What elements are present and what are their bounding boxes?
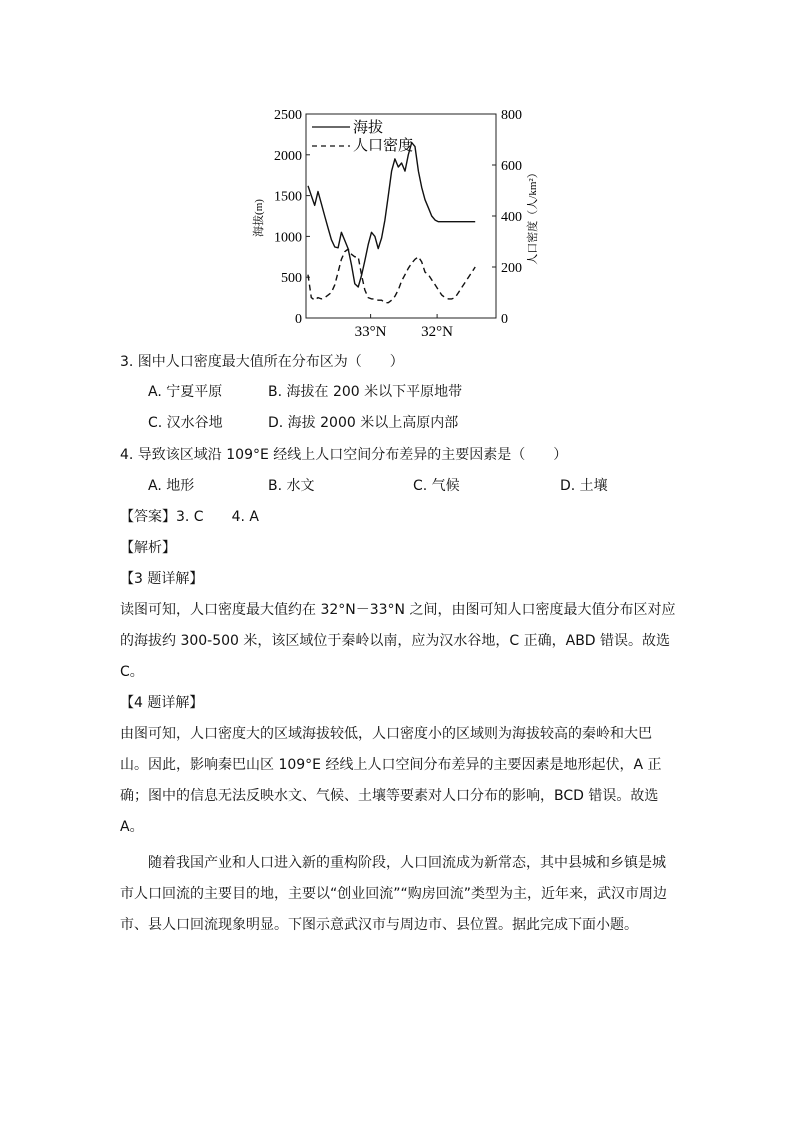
elevation-line (308, 143, 475, 287)
intro-line: 市人口回流的主要目的地，主要以“创业回流”“购房回流”类型为主，近年来，武汉市周边 (120, 886, 668, 902)
q3-stem: 3. 图中人口密度最大值所在分布区为（ ） (120, 354, 404, 370)
detail4-body (120, 719, 680, 843)
chart-svg (240, 100, 540, 340)
analysis-header: 【解析】 (120, 540, 176, 556)
detail3-line: 读图可知，人口密度最大值约在 32°N－33°N 之间，由图可知人口密度最大值分布区对应 (120, 602, 676, 618)
y-left-tick-label: 500 (281, 271, 302, 287)
q4-option-d: D. 土壤 (560, 478, 608, 494)
intro-line: 随着我国产业和人口进入新的重构阶段，人口回流成为新常态，其中县城和乡镇是城 (148, 855, 666, 871)
detail4-line: 由图可知，人口密度大的区域海拔较低，人口密度小的区域则为海拔较高的秦岭和大巴 (120, 726, 652, 742)
elevation-population-chart (240, 100, 540, 340)
intro-paragraph (120, 848, 680, 941)
y-left-tick-label: 2500 (274, 108, 302, 123)
answer-line: 【答案】3. C 4. A (120, 509, 259, 525)
series-group (308, 143, 475, 303)
y-right-tick-label: 400 (501, 210, 522, 225)
y-right-tick-label: 0 (501, 312, 508, 327)
y-right-tick-label: 800 (501, 108, 522, 123)
y-left-tick-label: 0 (295, 312, 302, 327)
y-left-tick-label: 1500 (274, 189, 302, 205)
q4-stem: 4. 导致该区域沿 109°E 经线上人口空间分布差异的主要因素是（ ） (120, 447, 568, 463)
y-left-label: 海拔(m) (253, 199, 265, 237)
legend-elevation: 海拔 (353, 120, 384, 136)
detail4-line: 确；图中的信息无法反映水文、气候、土壤等要素对人口分布的影响，BCD 错误。故选 (120, 788, 659, 804)
x-tick-label: 33°N (354, 324, 387, 340)
x-tick-label: 32°N (421, 324, 454, 340)
legend-density: 人口密度 (353, 138, 414, 154)
y-left-ticks (274, 108, 310, 327)
y-right-tick-label: 600 (501, 159, 522, 174)
intro-line: 市、县人口回流现象明显。下图示意武汉市与周边市、县位置。据此完成下面小题。 (120, 917, 638, 933)
y-right-label: 人口密度（人/km²） (527, 167, 539, 265)
detail4-line: 山。因此，影响秦巴山区 109°E 经线上人口空间分布差异的主要因素是地形起伏，A 正 (120, 757, 662, 773)
y-left-tick-label: 2000 (274, 148, 302, 164)
q3-option-c: C. 汉水谷地 (148, 415, 223, 431)
population-density-line (308, 249, 475, 303)
y-left-tick-label: 1000 (274, 230, 302, 246)
detail3-line: C。 (120, 664, 144, 680)
q3-option-b: B. 海拔在 200 米以下平原地带 (268, 384, 463, 400)
detail4-line: A。 (120, 819, 144, 835)
q3-option-d: D. 海拔 2000 米以上高原内部 (268, 415, 459, 431)
detail3-line: 的海拔约 300-500 米，该区域位于秦岭以南，应为汉水谷地，C 正确，ABD 错误。故选 (120, 633, 671, 649)
q3-option-a: A. 宁夏平原 (148, 384, 223, 400)
detail3-header: 【3 题详解】 (120, 571, 204, 587)
detail4-header: 【4 题详解】 (120, 695, 204, 711)
y-right-tick-label: 200 (501, 261, 522, 276)
q4-option-b: B. 水文 (268, 478, 315, 494)
detail3-body (120, 595, 680, 688)
q4-option-a: A. 地形 (148, 478, 195, 494)
q4-option-c: C. 气候 (413, 478, 460, 494)
